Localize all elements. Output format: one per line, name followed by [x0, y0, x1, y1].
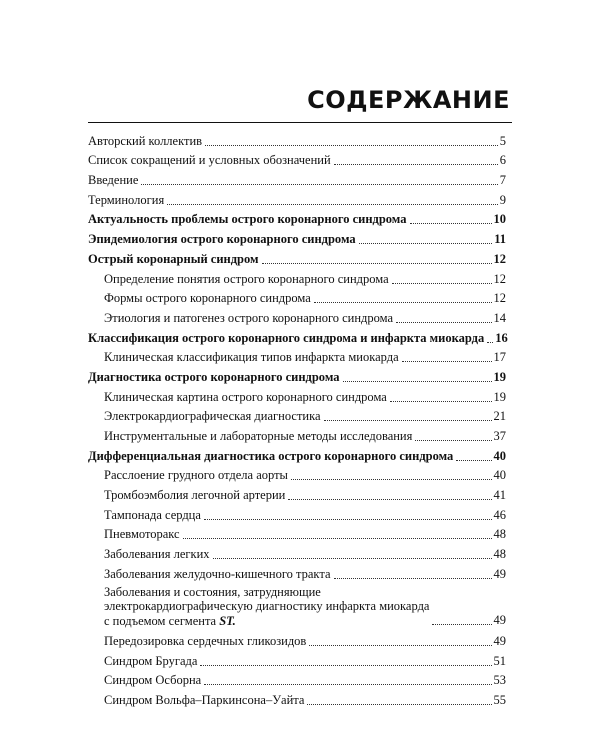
dot-leader	[204, 519, 492, 520]
toc-entry-text: Терминология	[88, 192, 165, 207]
toc-entry-acs-forms[interactable]	[88, 288, 506, 308]
toc-entry-lung-diseases[interactable]	[88, 543, 506, 563]
dot-leader	[141, 184, 497, 185]
toc-entry-text: Синдром Осборна	[104, 673, 202, 688]
toc-page-number: 7	[499, 173, 506, 188]
toc-page-number: 53	[493, 673, 506, 688]
toc-entry-mi-types[interactable]	[88, 347, 506, 367]
dot-leader	[410, 223, 492, 224]
toc-entry-text: Классификация острого коронарного синдрома и инфаркта миокарда	[88, 330, 485, 345]
dot-leader	[456, 460, 491, 461]
dot-leader	[343, 381, 492, 382]
toc-entry-acs-definition[interactable]	[88, 268, 506, 288]
toc-entry-ecg-confounders[interactable]	[88, 583, 506, 631]
toc-entry-wpw[interactable]	[88, 689, 506, 709]
toc-entry-text: Электрокардиографическая диагностика	[104, 409, 321, 424]
toc-entry-classification[interactable]	[88, 327, 506, 347]
toc-page-number: 40	[493, 468, 506, 483]
toc-page-number: 19	[493, 369, 506, 384]
toc-entry-abbreviations[interactable]	[88, 150, 506, 170]
toc-entry-introduction[interactable]	[88, 169, 506, 189]
toc-entry-text: Расслоение грудного отдела аорты	[104, 468, 288, 483]
toc-page-number: 40	[493, 448, 506, 463]
toc-page-number: 12	[493, 271, 506, 286]
dot-leader	[359, 243, 493, 244]
toc-page-number: 48	[493, 527, 506, 542]
dot-leader	[334, 164, 498, 165]
dot-leader	[487, 342, 493, 343]
toc-page-number: 51	[493, 653, 506, 668]
toc-entry-text: Пневмоторакс	[104, 527, 180, 542]
toc-entry-text: Острый коронарный синдром	[88, 251, 259, 266]
dot-leader	[314, 302, 492, 303]
toc-entry-pneumothorax[interactable]	[88, 524, 506, 544]
toc-entry-line: с подъемом сегмента	[104, 613, 217, 628]
dot-leader	[167, 204, 498, 205]
toc-page-number: 55	[493, 693, 506, 708]
st-segment-label: ST.	[219, 613, 236, 628]
toc-entry-text: Клиническая картина острого коронарного синдрома	[104, 389, 387, 404]
toc-entry-pulmonary-embolism[interactable]	[88, 484, 506, 504]
toc-entry-epidemiology[interactable]	[88, 228, 506, 248]
toc-entry-relevance[interactable]	[88, 209, 506, 229]
page-title: СОДЕРЖАНИЕ	[307, 86, 510, 114]
toc-entry-authors[interactable]	[88, 130, 506, 150]
toc-entry-text: Этиология и патогенез острого коронарного синдрома	[104, 310, 394, 325]
dot-leader	[183, 538, 492, 539]
toc-page-number: 49	[493, 613, 506, 628]
toc-entry-text: Диагностика острого коронарного синдрома	[88, 369, 340, 384]
toc-entry-terminology[interactable]	[88, 189, 506, 209]
toc-entry-text: Клиническая классификация типов инфаркта миокарда	[104, 350, 399, 365]
toc-entry-text: Формы острого коронарного синдрома	[104, 291, 311, 306]
title-divider	[88, 122, 512, 123]
toc-entry-osborn[interactable]	[88, 670, 506, 690]
toc-entry-diagnostics[interactable]	[88, 366, 506, 386]
toc-page-number: 49	[493, 566, 506, 581]
toc-page-number: 11	[494, 232, 506, 247]
dot-leader	[288, 499, 491, 500]
table-of-contents	[88, 130, 506, 709]
toc-entry-line: Заболевания и состояния, затрудняющие	[104, 584, 321, 599]
toc-entry-text: Синдром Вольфа–Паркинсона–Уайта	[104, 693, 305, 708]
dot-leader	[392, 283, 492, 284]
toc-entry-clinical-picture[interactable]	[88, 386, 506, 406]
toc-entry-text: Определение понятия острого коронарного синдрома	[104, 271, 389, 286]
dot-leader	[334, 578, 492, 579]
dot-leader	[309, 645, 491, 646]
toc-entry-glycoside-overdose[interactable]	[88, 630, 506, 650]
toc-page-number: 48	[493, 547, 506, 562]
toc-entry-gi-diseases[interactable]	[88, 563, 506, 583]
dot-leader	[402, 361, 492, 362]
dot-leader	[324, 420, 492, 421]
dot-leader	[262, 263, 492, 264]
dot-leader	[291, 479, 492, 480]
toc-entry-brugada[interactable]	[88, 650, 506, 670]
toc-entry-text: Заболевания легких	[104, 547, 210, 562]
toc-page-number: 12	[493, 251, 506, 266]
toc-page-number: 46	[493, 507, 506, 522]
toc-entry-text: Дифференциальная диагностика острого коронарного синдрома	[88, 448, 454, 463]
toc-entry-text: Заболевания желудочно-кишечного тракта	[104, 566, 331, 581]
toc-page-number: 10	[493, 212, 506, 227]
toc-page-number: 14	[493, 310, 506, 325]
toc-page-number: 41	[493, 488, 506, 503]
toc-entry-text: Инструментальные и лабораторные методы исследования	[104, 429, 413, 443]
toc-entry-aortic-dissection[interactable]	[88, 465, 506, 485]
toc-page-number: 49	[493, 634, 506, 648]
toc-page-number: 5	[499, 133, 506, 148]
toc-page-number: 19	[493, 389, 506, 404]
dot-leader	[213, 558, 492, 559]
toc-entry-text: Тампонада сердца	[104, 507, 201, 522]
dot-leader	[432, 624, 491, 625]
dot-leader	[307, 704, 491, 705]
toc-entry-acs[interactable]	[88, 248, 506, 268]
dot-leader	[390, 401, 492, 402]
toc-entry-differential-diagnostics[interactable]	[88, 445, 506, 465]
toc-entry-text: Передозировка сердечных гликозидов	[104, 634, 307, 648]
toc-entry-text: Авторский коллектив	[88, 133, 203, 148]
toc-entry-text: Синдром Бругада	[104, 653, 198, 668]
toc-entry-text: Эпидемиология острого коронарного синдрома	[88, 232, 356, 247]
toc-entry-text: Тромбоэмболия легочной артерии	[104, 488, 286, 503]
toc-entry-ecg-diagnostics[interactable]	[88, 406, 506, 426]
dot-leader	[200, 665, 491, 666]
toc-entry-text	[104, 585, 429, 630]
toc-entry-acs-etiology[interactable]	[88, 307, 506, 327]
toc-page-number: 37	[493, 429, 506, 443]
toc-page-number: 16	[495, 330, 508, 345]
toc-entry-text: Введение	[88, 173, 139, 188]
dot-leader	[396, 322, 491, 323]
dot-leader	[415, 440, 491, 441]
toc-entry-text: Список сокращений и условных обозначений	[88, 153, 331, 168]
toc-entry-line: электрокардиографическую диагностику инфаркта миокарда	[104, 599, 430, 614]
toc-entry-text: Актуальность проблемы острого коронарного синдрома	[88, 212, 407, 227]
dot-leader	[205, 145, 498, 146]
toc-entry-instrumental-methods[interactable]	[88, 425, 506, 445]
toc-page-number: 17	[493, 350, 506, 365]
dot-leader	[204, 684, 491, 685]
toc-page-number: 21	[493, 409, 506, 424]
toc-page-number: 9	[499, 192, 506, 207]
toc-page-number: 6	[499, 153, 506, 168]
toc-page-number: 12	[493, 291, 506, 306]
toc-entry-cardiac-tamponade[interactable]	[88, 504, 506, 524]
